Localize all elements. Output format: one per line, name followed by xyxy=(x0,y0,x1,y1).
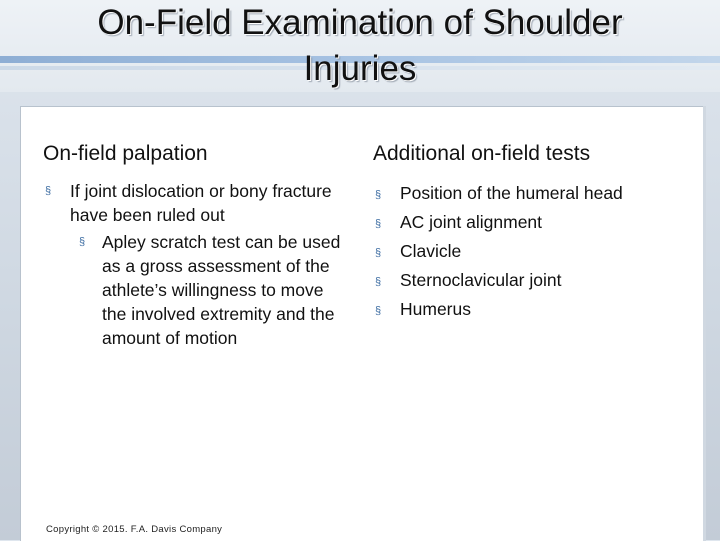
sub-bullet-text: Apley scratch test can be used as a gross assessment of the athlete’s willingness to move the involved extremity and the amount of motion xyxy=(102,232,341,348)
left-column-heading: On-field palpation xyxy=(43,142,208,165)
right-column-heading: Additional on-field tests xyxy=(373,142,591,165)
bullet-square-icon: § xyxy=(375,305,382,317)
bullet-square-icon: § xyxy=(375,276,382,288)
sub-list-item xyxy=(70,230,348,350)
list-item xyxy=(373,208,673,237)
left-bullet-list xyxy=(43,179,348,350)
list-item xyxy=(373,295,673,324)
bullet-square-icon: § xyxy=(375,247,382,259)
copyright-footer: Copyright © 2015. F.A. Davis Company xyxy=(46,524,223,535)
sub-bullet-list xyxy=(70,230,348,350)
bullet-text: Sternoclavicular joint xyxy=(400,270,562,290)
right-column xyxy=(373,140,673,324)
bullet-text: Humerus xyxy=(400,299,471,319)
bullet-text: AC joint alignment xyxy=(400,212,543,232)
slide-title: On-Field Examination of Shoulder Injuries xyxy=(97,3,623,88)
list-item xyxy=(373,237,673,266)
bullet-square-icon: § xyxy=(375,218,382,230)
list-item xyxy=(43,179,348,350)
bullet-text: If joint dislocation or bony fracture have been ruled out xyxy=(70,181,332,225)
bullet-square-icon: § xyxy=(45,185,52,197)
bullet-text: Clavicle xyxy=(400,241,462,261)
list-item xyxy=(373,179,673,208)
list-item xyxy=(373,266,673,295)
right-bullet-list xyxy=(373,179,673,324)
bullet-square-icon: § xyxy=(375,189,382,201)
bullet-text: Position of the humeral head xyxy=(400,183,623,203)
left-column xyxy=(43,140,348,350)
bullet-square-icon: § xyxy=(79,236,86,248)
